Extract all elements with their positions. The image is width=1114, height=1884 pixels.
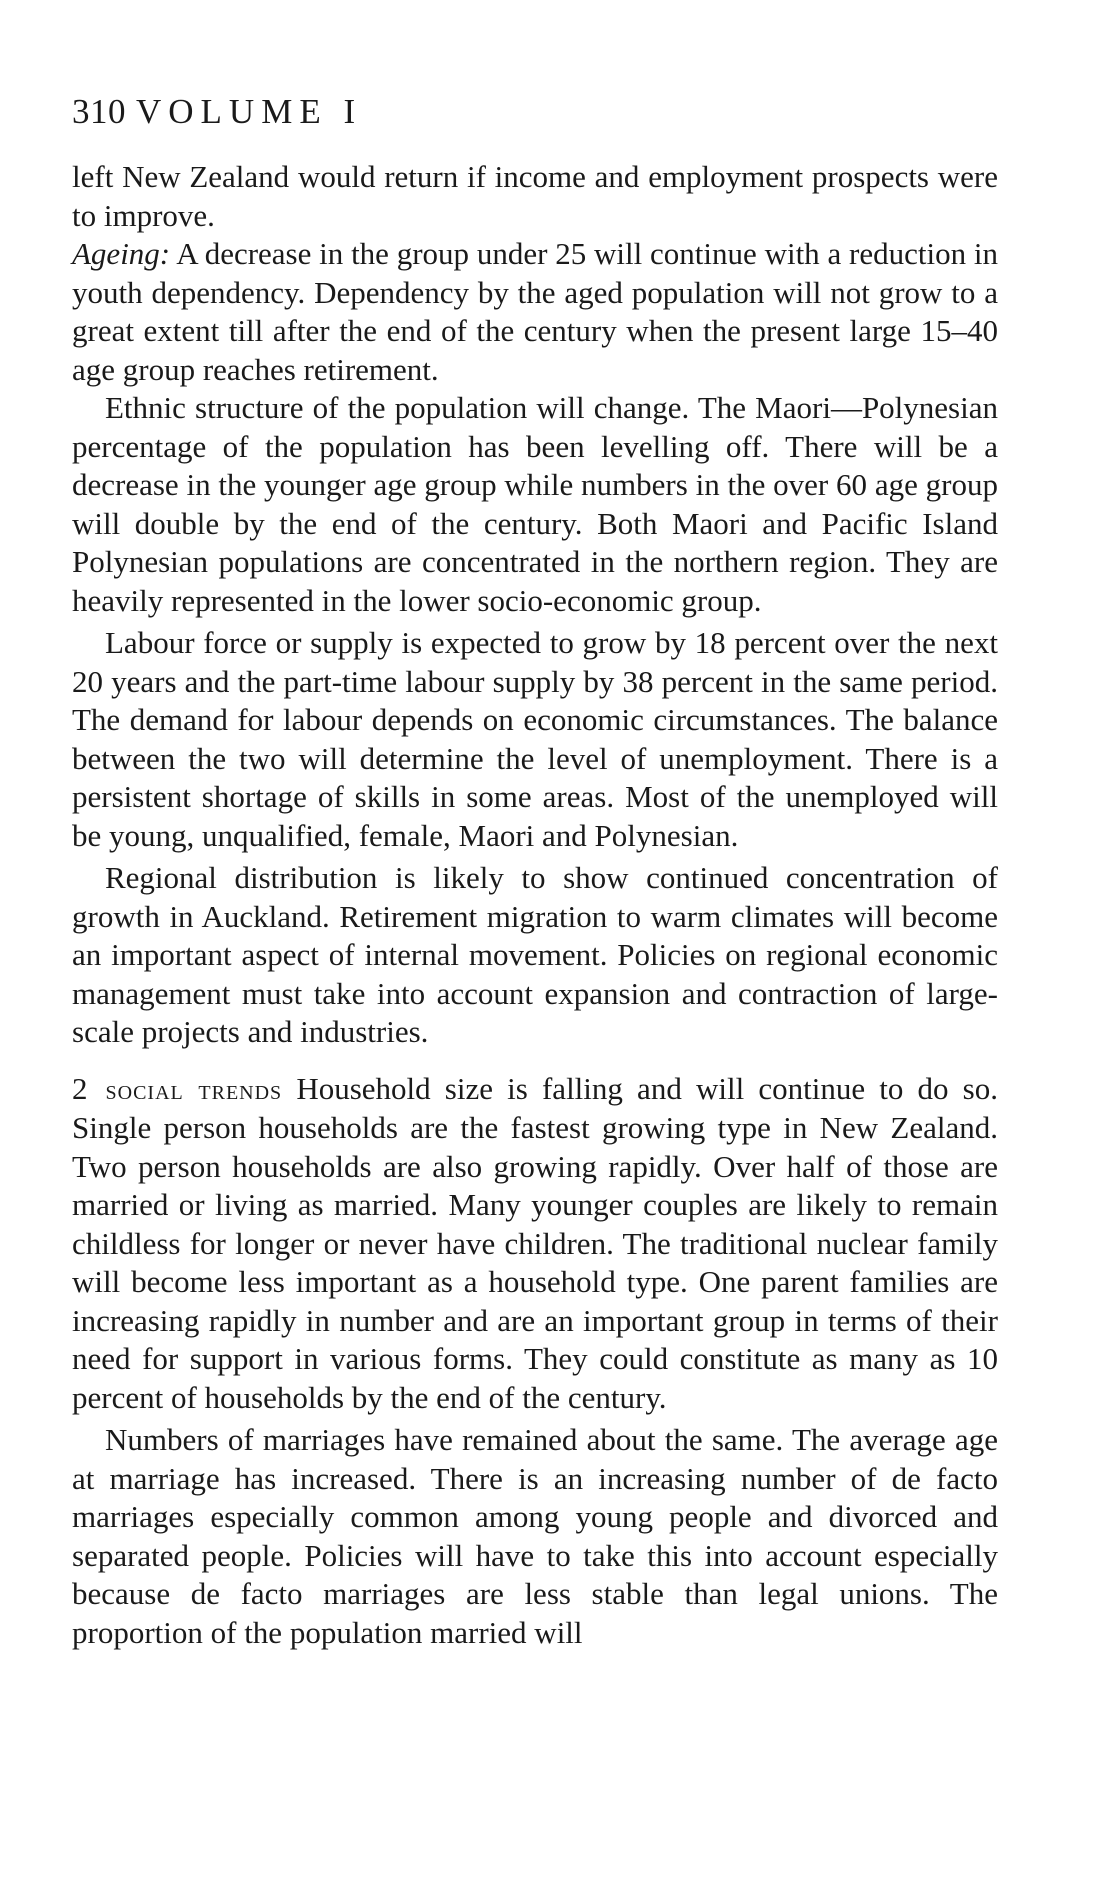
paragraph-regional-distribution: Regional distribution is likely to show continued concentration of growth in Auckland. Retirement migration to warm climates will become an important aspect of internal movement. Policies on regional economic management must take into account expansion and contraction of large-scale projects and industries.	[72, 860, 998, 1049]
running-head	[72, 92, 998, 132]
paragraph-social-trends	[72, 1070, 998, 1418]
paragraph-labour-force: Labour force or supply is expected to grow by 18 percent over the next 20 years and the part-time labour supply by 38 percent in the same period. The demand for labour depends on economic circumstances. The balance between the two will determine the level of unemployment. There is a persistent shortage of skills in some areas. Most of the unemployed will be young, unqualified, female, Maori and Polynesian.	[72, 625, 998, 853]
section-number: 2	[72, 1070, 88, 1106]
social-trends-text: Household size is falling and will continue to do so. Single person households are the fastest growing type in New Zealand. Two person households are also growing rapidly. Over half of those are married or living as married. Many younger couples are likely to remain childless for longer or never have children. The traditional nuclear family will become less important as a household type. One parent families are increasing rapidly in number and are an important group in terms of their need for support in various forms. They could constitute as many as 10 percent of households by the end of the century.	[72, 1070, 998, 1415]
ageing-label: Ageing:	[72, 236, 171, 271]
body-text	[72, 158, 998, 1652]
paragraph-ageing	[72, 235, 998, 389]
page-number: 310	[72, 92, 126, 131]
ageing-text: A decrease in the group under 25 will continue with a reduction in youth dependency. Dependency by the aged population will not grow to a great extent till after the end of the century when the present large 15–40 age group reaches retirement.	[72, 236, 998, 387]
volume-label: VOLUME I	[136, 92, 363, 131]
paragraph-continuation: left New Zealand would return if income and employment prospects were to improve.	[72, 159, 998, 233]
book-page	[72, 92, 998, 1652]
paragraph-marriages: Numbers of marriages have remained about the same. The average age at marriage has increased. There is an increasing number of de facto marriages especially common among young people and divorced and separated people. Policies will have to take this into account especially because de facto marriages are less stable than legal unions. The proportion of the population married will	[72, 1422, 998, 1650]
paragraph-ethnic-structure: Ethnic structure of the population will change. The Maori—Polynesian percentage of the population has been levelling off. There will be a decrease in the younger age group while numbers in the over 60 age group will double by the end of the century. Both Maori and Pacific Island Polynesian populations are concentrated in the northern region. They are heavily represented in the lower socio-economic group.	[72, 390, 998, 618]
section-heading: social trends	[105, 1073, 283, 1106]
